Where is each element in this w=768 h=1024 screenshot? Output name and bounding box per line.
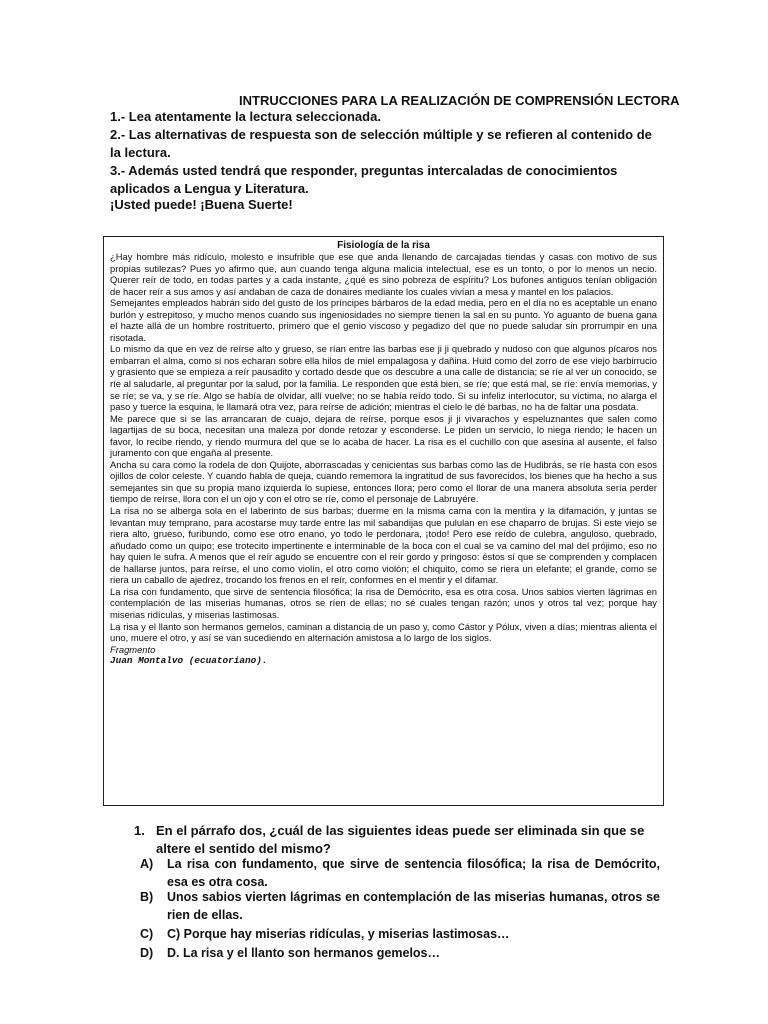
fragment-label: Fragmento — [110, 643, 156, 655]
option-text: D. La risa y el llanto son hermanos gemelos… — [167, 946, 440, 960]
reading-paragraph-5: Ancha su cara como la rodela de don Quijote, aborrascadas y cenicientas sus barbas como las de Hudibrás, se ríe hasta con esos ojillos de color celeste. Y cuando habla de queja, cuando rememora la ingratitud de sus favorecidos, los bienes que ha hecho a sus semejantes sin que su propia mano izquierda lo supiese, entonces llora; pero como el llorar de una manera absoluta sería perder tiempo de reírse, llora con el un ojo y con el otro se ríe, como el personaje de Labruyére. — [110, 458, 657, 505]
reading-paragraph-7: La risa con fundamento, que sirve de sentencia filosófica; la risa de Demócrito, esa es otra cosa. Unos sabios vierten lágrimas en contemplación de las miserias humanas, otros se ríen de ellas; no sé cuales tengan razón; unos y otros tal vez; porque hay miserias ridículas, y miserias lastimosas. — [110, 585, 657, 620]
author-credit: Juan Montalvo (ecuatoriano). — [110, 655, 268, 667]
reading-paragraph-1: ¿Hay hombre más ridículo, molesto e insufrible que ese que anda llenando de carcajadas tiendas y casas con motivo de sus propias sutilezas? Pues yo afirmo que, aun cuando tenga alguna malicia intelectual, ese es un tonto, o por lo menos un necio. Querer reír de todo, en todas partes y a cada instante, ¿qué es sino pobreza de espíritu? Los bufones antiguos tenían obligación de hacer reír a sus amos y así andaban de caza de donaires mediante los cuales vivían a mesa y mantel en los palacios. — [110, 251, 657, 297]
reading-paragraph-8: La risa y el llanto son hermanos gemelos, caminan a distancia de un paso y, como Cástor y Pólux, viven a días; mientras alienta el uno, muere el otro, y así se van sucediendo en alternación amistosa a lo largo de los siglos. — [110, 620, 657, 644]
question-text: En el párrafo dos, ¿cuál de las siguientes ideas puede ser eliminada sin que se altere el sentido del mismo? — [156, 823, 645, 856]
reading-paragraph-3: Lo mismo da que en vez de reírse alto y grueso, se rían entre las barbas ese ji ji quebrado y nudoso con que algunos pícaros nos embarran el alma, como si nos echaran sobre ella hilos de miel empalagosa y dañina. Huid como del zorro de ese viejo barbirrucio y grasiento que se empieza a reír pausadito y cortado desde que os descubre a una calle de distancia; se ríe al ver un conocido, se ríe al saludarle, al preguntar por la salud, por la familia. Le responden que está bien, se ríe; que está mal, se ríe: envía memorias, y se ríe; se va, y se ríe. Algo se había de olvidar, allí vuelve; no se había reído todo. Si su infeliz interlocutor, su víctima, no alarga el paso y tuerce la esquina, le llamará otra vez, para reírse de adición; mientras el cielo le dé barbas, no ha de faltar una posdata. — [110, 343, 657, 413]
option-letter: C) — [140, 927, 154, 941]
page-title: INTRUCCIONES PARA LA REALIZACIÓN DE COMPRENSIÓN LECTORA — [239, 93, 680, 108]
option-letter: D) — [140, 946, 154, 960]
option-a[interactable] — [140, 855, 660, 891]
option-b[interactable] — [140, 888, 660, 924]
reading-box — [103, 236, 664, 806]
option-d[interactable] — [140, 944, 660, 962]
reading-paragraph-6: La risa no se alberga sola en el laberinto de sus barbas; duerme en la misma cama con la mentira y la difamación, y juntas se levantan muy temprano, para acostarse muy tarde entre las mil sabandijas que pululan en ese chaparro de brujas. Si este viejo se riera alto, grueso, furibundo, como ese otro enano, yo todo le perdonara, ¡todo! Pero ese reído de culebra, anguloso, quebrado, añudado como un quipo; ese trotecito impertinente e interminable de la boca con el cual se va camino del mal del prójimo, eso no hay quien le sufra. A menos que el reír agudo se encuentre con el reír gordo y pringoso: éstos sí que se comprenden y complacen de hallarse juntos, para reírse, el uno como violín, el otro como violón; el chiquito, como se riera un elefante; el grande, como se riera un caballo de ajedrez, trocando los frenos en el reír, conformes en el mentir y el difamar. — [110, 505, 657, 586]
encouragement-text: ¡Usted puede! ¡Buena Suerte! — [110, 197, 293, 212]
instruction-3: 3.- Además usted tendrá que responder, preguntas intercaladas de conocimientos aplicados a Lengua y Literatura. — [110, 163, 618, 196]
reading-title: Fisiología de la risa — [337, 240, 430, 251]
option-letter: A) — [140, 857, 154, 871]
reading-paragraph-2: Semejantes empleados habrán sido del gusto de los príncipes bárbaros de la edad media, pero en el día no es aceptable un enano burlón y estrepitoso, y mucho menos cuando sus ingeniosidades no siempre tienen la sal en su punto. Yo aguanto de buena gana el hazte allá de un hombre rostrituerto, primero que el genio viscoso y pegadizo del que no puede saludar sin prorrumpir en una risotada. — [110, 297, 657, 343]
option-text: Unos sabios vierten lágrimas en contemplación de las miserias humanas, otros se rien de ellas. — [167, 890, 660, 922]
option-letter: B) — [140, 890, 154, 904]
option-text: La risa con fundamento, que sirve de sentencia filosófica; la risa de Demócrito, esa es otra cosa. — [167, 857, 660, 889]
question-number: 1. — [134, 823, 145, 838]
option-c[interactable] — [140, 925, 660, 943]
question-1 — [134, 822, 662, 858]
instruction-2: 2.- Las alternativas de respuesta son de selección múltiple y se refieren al contenido de la lectura. — [110, 127, 652, 160]
reading-paragraph-4: Me parece que si se las arrancaran de cuajo, dejara de reírse, porque esos ji ji vivarachos y espeluznantes que salen como lagartijas de su boca, necesitan una maleza por donde retozar y esconderse. Le piden un servicio, lo niega riendo; le hacen un favor, lo recibe riendo, y riendo murmura del que se lo acaba de hacer. La risa es el cuchillo con que asesina al ausente, el falso juramento con que engaña al presente. — [110, 412, 657, 459]
instruction-1: 1.- Lea atentamente la lectura seleccionada. — [110, 109, 381, 124]
option-text: C) Porque hay miserias ridículas, y miserias lastimosas… — [167, 927, 510, 941]
